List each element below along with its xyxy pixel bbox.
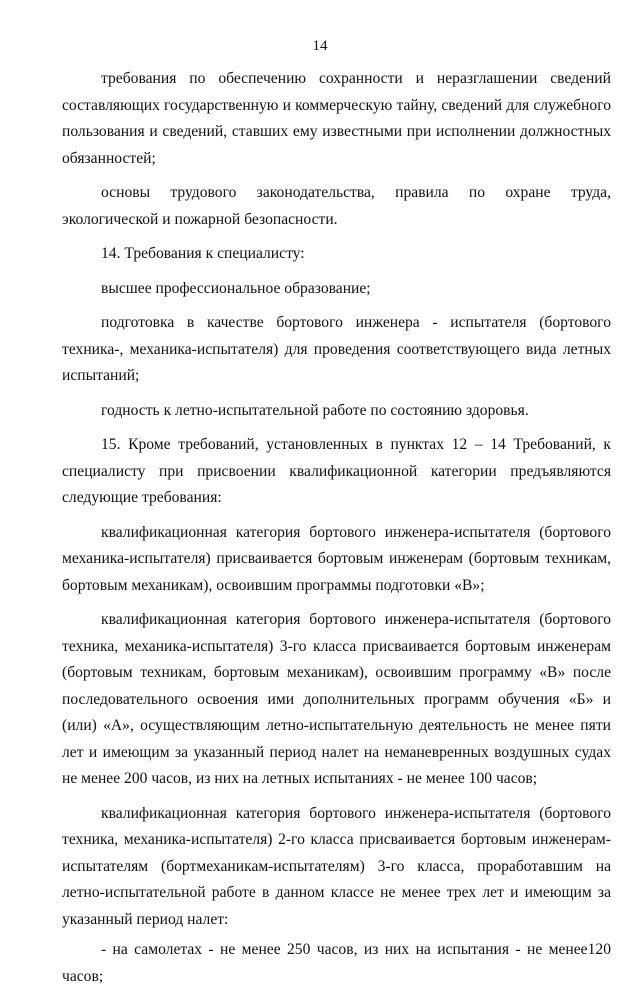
paragraph-confidentiality: требования по обеспечению сохранности и неразглашении сведений составляющих государственную и коммерческую тайну, сведений для служебного пользования и сведений, ставших ему известными при исполнении должностных обязанностей; <box>62 70 611 167</box>
paragraph-category-class-2: квалификационная категория бортового инженера-испытателя (бортового техника, механика-испытателя) 2-го класса присваивается бортовым инженерам-испытателям (бортмеханикам-испытателям) 3-го класса, проработавшим на летно-испытательной работе в данном классе не менее трех лет и имеющим за указанный период налет: <box>62 804 611 928</box>
paragraph-aircraft-hours: - на самолетах - не менее 250 часов, из них на испытания - не менее120 часов; <box>62 941 611 985</box>
paragraph-item-15-heading: 15. Кроме требований, установленных в пунктах 12 – 14 Требований, к специалисту при присвоении квалификационной категории предъявляются следующие требования: <box>62 436 611 506</box>
paragraph-item-14-heading: 14. Требования к специалисту: <box>101 245 305 262</box>
paragraph-training: подготовка в качестве бортового инженера - испытателя (бортового техника-, механика-испытателя) для проведения соответствующего вида летных испытаний; <box>62 314 611 384</box>
paragraph-labor-law: основы трудового законодательства, правила по охране труда, экологической и пожарной безопасности. <box>62 184 611 228</box>
page-number: 14 <box>312 38 328 54</box>
paragraph-higher-education: высшее профессиональное образование; <box>101 279 371 297</box>
document-body <box>62 66 611 998</box>
paragraph-category-class-3: квалификационная категория бортового инженера-испытателя (бортового техника, механика-испытателя) 3-го класса присваивается бортовым инженерам (бортовым техникам, бортовым механикам), освоившим программу «В» после последовательного освоения ими дополнительных программ обучения «Б» и (или) «А», осуществляющим летно-испытательную деятельность не менее пяти лет и имеющим за указанный период налет на неманевренных воздушных судах не менее 200 часов, из них на летных испытаниях - не менее 100 часов; <box>62 611 611 787</box>
paragraph-category-base: квалификационная категория бортового инженера-испытателя (бортового механика-испытателя) присваивается бортовым инженерам (бортовым техникам, бортовым механикам), освоившим программы подготовки «В»; <box>62 523 611 594</box>
paragraph-health-fitness: годность к летно-испытательной работе по состоянию здоровья. <box>101 401 529 419</box>
